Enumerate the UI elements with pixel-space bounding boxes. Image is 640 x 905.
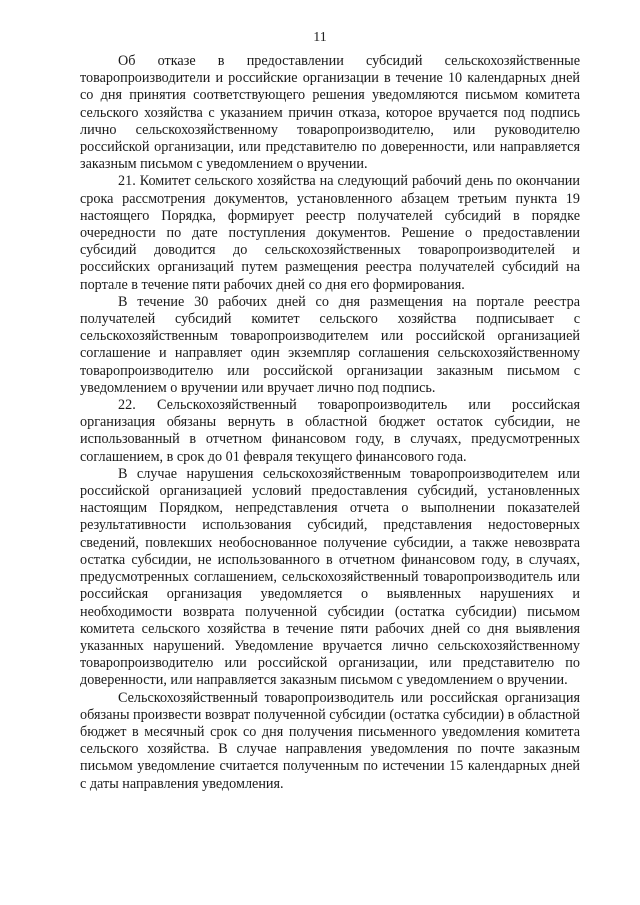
page-number: 11	[313, 30, 327, 45]
paragraph-violation-notice: В случае нарушения сельскохозяйственным товаропроизводителем или российской организацией условий предоставления субсидий, установленных настоящим Порядком, непредставления отчета о выполнении показателей результативности использования субсидий, представления недостоверных сведений, повлекших необоснованное получение субсидии, а также невозврата остатка субсидии, не использованного в отчетном финансовом году, в случаях, предусмотренных соглашением, сельскохозяйственный товаропроизводитель или российская организация уведомляется о выявленных нарушениях и необходимости возврата полученной субсидии (остатка субсидии) письмом комитета сельского хозяйства в течение пяти рабочих дней со дня выявления указанных нарушений. Уведомление вручается лично сельскохозяйственному товаропроизводителю или российской организации, или представителю по доверенности, или направляется заказным письмом с уведомлением о вручении.	[80, 465, 580, 689]
paragraph-subsidy-return: Сельскохозяйственный товаропроизводитель или российская организация обязаны произвести возврат полученной субсидии (остатка субсидии) в областной бюджет в месячный срок со дня получения письменного уведомления комитета сельского хозяйства. В случае направления уведомления по почте заказным письмом уведомление считается полученным по истечении 15 календарных дней с даты направления уведомления.	[80, 689, 580, 792]
document-body	[80, 53, 580, 793]
paragraph-21: 21. Комитет сельского хозяйства на следующий рабочий день по окончании срока рассмотрения документов, установленного абзацем третьим пункта 19 настоящего Порядка, формирует реестр получателей субсидий в порядке очередности по дате поступления документов. Решение о предоставлении субсидий доводится до сельскохозяйственных товаропроизводителей и российских организаций путем размещения реестра получателей субсидий на портале в течение пяти рабочих дней со дня его формирования.	[80, 173, 580, 293]
paragraph-22: 22. Сельскохозяйственный товаропроизводитель или российская организация обязаны вернуть в областной бюджет остаток субсидии, не использованный в отчетном финансовом году, в случаях, предусмотренных соглашением, в срок до 01 февраля текущего финансового года.	[80, 397, 580, 465]
paragraph-refusal-notice: Об отказе в предоставлении субсидий сельскохозяйственные товаропроизводители и российские организации в течение 10 календарных дней со дня принятия соответствующего решения уведомляются письмом комитета сельского хозяйства с указанием причин отказа, которое вручается под подпись лично сельскохозяйственному товаропроизводителю, или руководителю российской организации, или представителю по доверенности, или направляется заказным письмом с уведомлением о вручении.	[80, 53, 580, 173]
paragraph-agreement-signing: В течение 30 рабочих дней со дня размещения на портале реестра получателей субсидий комитет сельского хозяйства подписывает с сельскохозяйственным товаропроизводителем или российской организацией соглашение и направляет один экземпляр соглашения сельскохозяйственному товаропроизводителю или российской организации заказным письмом с уведомлением о вручении или вручает лично под подпись.	[80, 293, 580, 396]
